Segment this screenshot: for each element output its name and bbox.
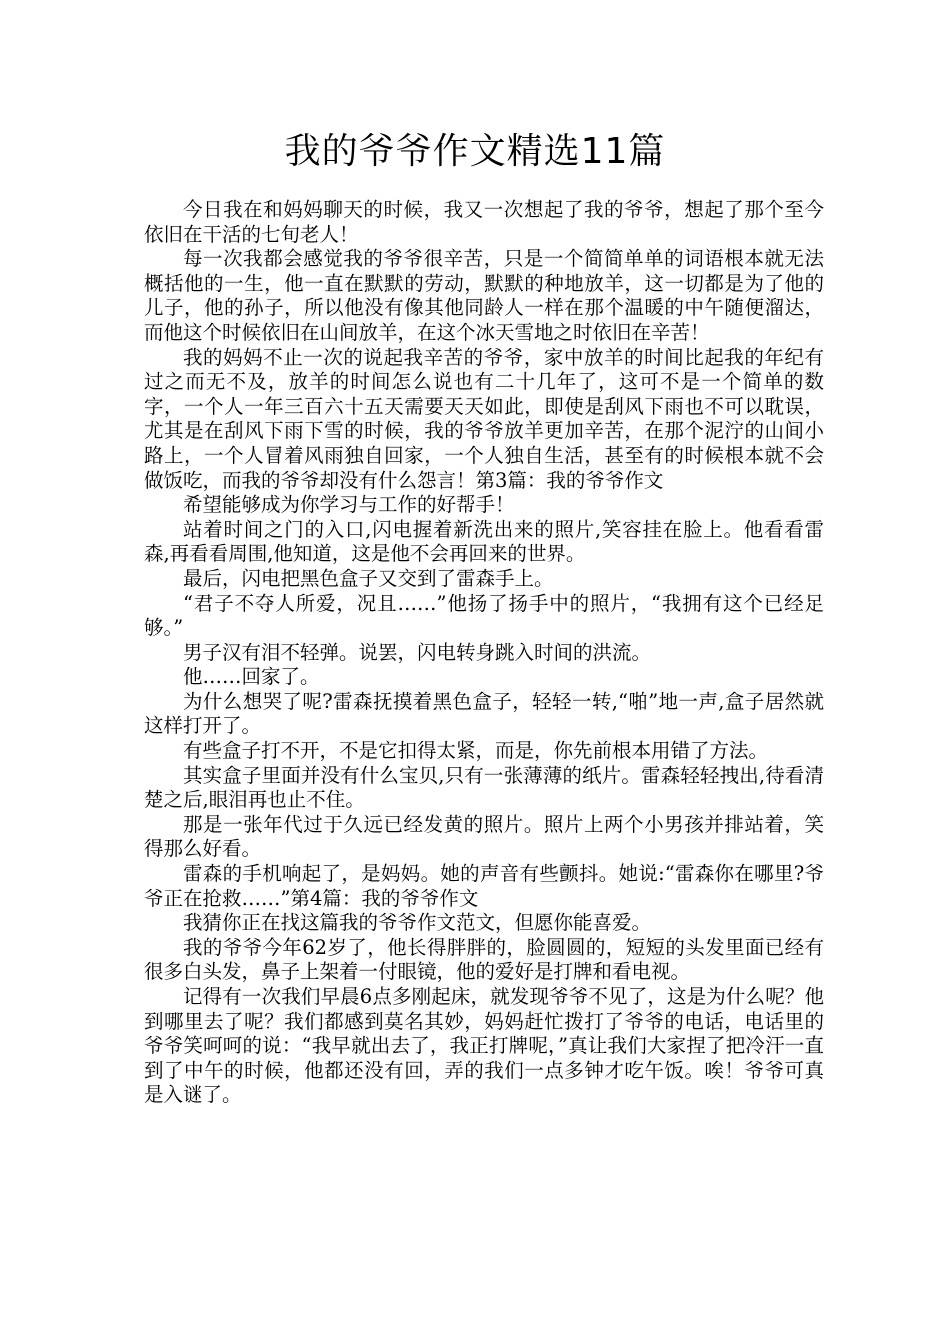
- paragraph: 今日我在和妈妈聊天的时候，我又一次想起了我的爷爷，想起了那个至今依旧在干活的七旬老人！: [144, 198, 824, 246]
- paragraph: 站着时间之门的入口,闪电握着新洗出来的照片,笑容挂在脸上。他看看雷森,再看看周围,他知道，这是他不会再回来的世界。: [144, 517, 824, 566]
- paragraph: 其实盒子里面并没有什么宝贝,只有一张薄薄的纸片。雷森轻轻拽出,待看清楚之后,眼泪再也止不住。: [144, 763, 824, 812]
- paragraph: 我猜你正在找这篇我的爷爷作文范文，但愿你能喜爱。: [183, 911, 652, 935]
- paragraph: 那是一张年代过于久远已经发黄的照片。照片上两个小男孩并排站着，笑得那么好看。: [144, 812, 824, 861]
- paragraph: 雷森的手机响起了，是妈妈。她的声音有些颤抖。她说:“雷森你在哪里?爷爷正在抢救……”第4篇：我的爷爷作文: [144, 862, 824, 910]
- paragraph: 男子汉有泪不轻弹。说罢，闪电转身跳入时间的洪流。: [183, 640, 652, 664]
- paragraph: 每一次我都会感觉我的爷爷很辛苦，只是一个简简单单的词语根本就无法概括他的一生，他一直在默默的劳动，默默的种地放羊，这一切都是为了他的儿子，他的孙子，所以他没有像其他同龄人一样在那个温暖的中午随便溜达，而他这个时候依旧在山间放羊，在这个冰天雪地之时依旧在辛苦！: [144, 247, 824, 344]
- paragraph: 我的爷爷今年62岁了，他长得胖胖的，脸圆圆的，短短的头发里面已经有很多白头发，鼻子上架着一付眼镜，他的爱好是打牌和看电视。: [144, 935, 824, 984]
- paragraph: 希望能够成为你学习与工作的好帮手！: [183, 493, 515, 517]
- document-title: 我的爷爷作文精选11篇: [284, 131, 666, 172]
- paragraph: “君子不夺人所爱，况且……”他扬了扬手中的照片，“我拥有这个已经足够。”: [144, 591, 824, 640]
- document-body: [144, 198, 824, 1108]
- paragraph: 为什么想哭了呢?雷森抚摸着黑色盒子，轻轻一转,“啪”地一声,盒子居然就这样打开了。: [144, 689, 824, 738]
- paragraph: 他……回家了。: [183, 665, 320, 689]
- paragraph: 记得有一次我们早晨6点多刚起床，就发现爷爷不见了，这是为什么呢？他到哪里去了呢？我们都感到莫名其妙，妈妈赶忙拨打了爷爷的电话，电话里的爷爷笑呵呵的说：“我早就出去了，我正打牌呢，”真让我们大家捏了把冷汗一直到了中午的时候，他都还没有回，弄的我们一点多钟才吃午饭。唉！爷爷可真是入谜了。: [144, 985, 824, 1107]
- paragraph: 有些盒子打不开，不是它扣得太紧，而是，你先前根本用错了方法。: [183, 739, 769, 763]
- paragraph: 最后，闪电把黑色盒子又交到了雷森手上。: [183, 566, 554, 590]
- paragraph: 我的妈妈不止一次的说起我辛苦的爷爷，家中放羊的时间比起我的年纪有过之而无不及，放羊的时间怎么说也有二十几年了，这可不是一个简单的数字，一个人一年三百六十五天需要天天如此，即使是刮风下雨也不可以耽误，尤其是在刮风下雨下雪的时候，我的爷爷放羊更加辛苦，在那个泥泞的山间小路上，一个人冒着风雨独自回家，一个人独自生活，甚至有的时候根本就不会做饭吃，而我的爷爷却没有什么怨言！第3篇：我的爷爷作文: [144, 345, 824, 492]
